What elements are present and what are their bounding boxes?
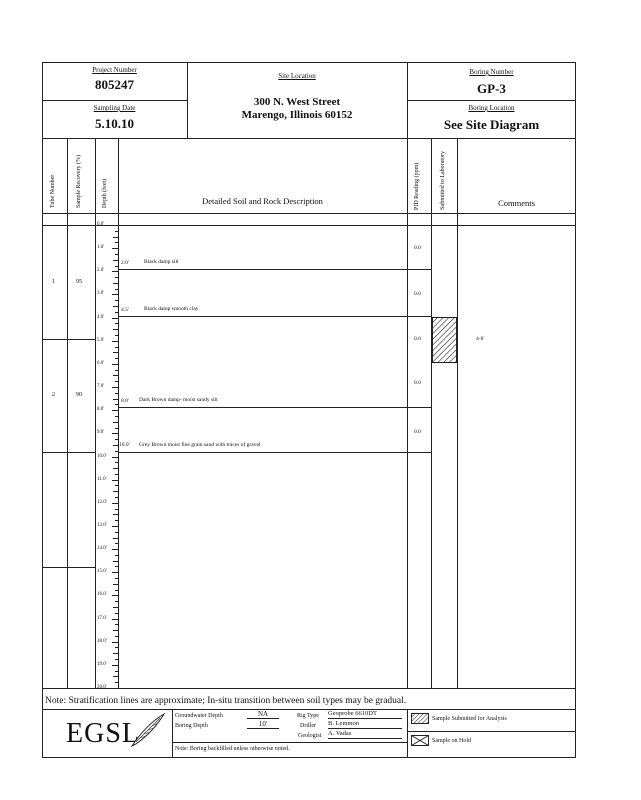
layer-description: Grey Brown moist fine grain sand with traces of gravel — [139, 442, 261, 448]
logo-feather-icon — [128, 710, 168, 750]
depth-label: 10.0' — [97, 453, 107, 459]
driller-value: B. Lemmon — [328, 721, 402, 729]
table-bottom-rule — [42, 688, 576, 689]
legend-hold-swatch — [411, 735, 429, 746]
depth-minor-tick — [115, 289, 118, 290]
depth-minor-tick — [115, 671, 118, 672]
site-address-line1: 300 N. West Street — [253, 96, 341, 108]
depth-label: 19.0' — [97, 661, 107, 667]
boring-log-frame — [42, 62, 576, 758]
depth-header: Depth (feet) — [102, 178, 108, 208]
depth-label: 13.0' — [97, 522, 107, 528]
depth-label: 4.0' — [97, 314, 105, 320]
depth-minor-tick — [115, 370, 118, 371]
layer-boundary — [118, 269, 431, 270]
layer-boundary — [118, 452, 431, 453]
depth-tick — [112, 225, 118, 226]
tube-number: 1 — [52, 279, 55, 285]
depth-minor-tick — [115, 312, 118, 313]
depth-tick — [112, 503, 118, 504]
depth-tick — [112, 387, 118, 388]
layer-boundary — [118, 316, 431, 317]
depth-minor-tick — [115, 300, 118, 301]
stratification-note: Note: Stratification lines are approximate; In-situ transition between soil types may be gradual. — [45, 696, 407, 706]
depth-minor-tick — [113, 399, 118, 400]
depth-minor-tick — [113, 538, 118, 539]
depth-minor-tick — [113, 514, 118, 515]
depth-label: 17.0' — [97, 615, 107, 621]
sample-recovery-header: Sample Recovery (%) — [76, 155, 82, 208]
geologist-value: A. Vadas — [328, 731, 402, 739]
description-header: Detailed Soil and Rock Description — [202, 196, 323, 206]
tube-number-header: Tube Number — [50, 174, 56, 208]
depth-minor-tick — [115, 347, 118, 348]
depth-minor-tick — [115, 613, 118, 614]
layer-depth: 8.0' — [121, 398, 129, 404]
depth-minor-tick — [115, 242, 118, 243]
depth-tick — [112, 665, 118, 666]
layer-boundary — [118, 407, 431, 408]
footer-note-rule — [172, 742, 407, 743]
depth-tick — [112, 572, 118, 573]
depth-minor-tick — [113, 237, 118, 238]
footer-divider-logo — [172, 709, 173, 758]
depth-tick — [112, 619, 118, 620]
depth-label: 20.0' — [97, 685, 107, 690]
depth-tick — [112, 595, 118, 596]
depth-minor-tick — [115, 254, 118, 255]
layer-depth: 4.5' — [121, 307, 129, 313]
tube-divider — [42, 339, 95, 340]
groundwater-value: NA — [247, 711, 279, 719]
depth-label: 5.0' — [97, 337, 105, 343]
depth-minor-tick — [113, 260, 118, 261]
pid-header: PID Reading (ppm) — [414, 162, 420, 210]
depth-minor-tick — [115, 601, 118, 602]
depth-tick — [112, 294, 118, 295]
comments-header: Comments — [498, 198, 535, 208]
depth-minor-tick — [115, 266, 118, 267]
egsl-logo: EGSL — [66, 718, 140, 749]
depth-minor-tick — [113, 283, 118, 284]
layer-description: Black damp smooth clay — [144, 306, 199, 312]
pid-reading: 0.0 — [414, 429, 421, 435]
depth-minor-tick — [115, 335, 118, 336]
depth-label: 14.0' — [97, 546, 107, 552]
depth-minor-tick — [115, 393, 118, 394]
depth-minor-tick — [115, 509, 118, 510]
tube-number: 2 — [52, 392, 55, 398]
depth-minor-tick — [115, 358, 118, 359]
site-address-line2: Marengo, Illinois 60152 — [241, 109, 353, 121]
depth-minor-tick — [113, 491, 118, 492]
depth-minor-tick — [113, 306, 118, 307]
footer-legend-rule — [407, 731, 576, 732]
depth-minor-tick — [113, 607, 118, 608]
sample-submitted-hatch — [432, 317, 457, 363]
sampling-date-label: Sampling Date — [93, 104, 136, 112]
depth-minor-tick — [115, 682, 118, 683]
boring-number-label: Boring Number — [469, 68, 514, 76]
depth-tick — [112, 433, 118, 434]
pid-reading: 0.0 — [414, 380, 421, 386]
depth-label: 12.0' — [97, 499, 107, 505]
depth-minor-tick — [113, 561, 118, 562]
depth-tick — [112, 526, 118, 527]
project-number: 805247 — [95, 77, 134, 92]
legend-analysis-swatch — [411, 713, 429, 724]
tube-recovery: 90 — [76, 392, 82, 398]
depth-minor-tick — [113, 375, 118, 376]
boring-number: GP-3 — [477, 81, 506, 96]
depth-label: 16.0' — [97, 592, 107, 598]
depth-minor-tick — [113, 630, 118, 631]
depth-minor-tick — [115, 474, 118, 475]
col-line-tube — [67, 138, 68, 688]
boring-location: See Site Diagram — [443, 117, 540, 132]
depth-tick — [112, 364, 118, 365]
rig-type-value: Geoprobe 6610DT — [328, 711, 402, 719]
depth-minor-tick — [113, 445, 118, 446]
depth-minor-tick — [115, 578, 118, 579]
col-line-description — [407, 138, 408, 688]
depth-label: 9.0' — [97, 430, 105, 436]
depth-label: 8.0' — [97, 407, 105, 413]
depth-tick — [112, 410, 118, 411]
depth-tick — [112, 248, 118, 249]
submitted-header: Submitted to Laboratory — [440, 151, 446, 210]
depth-minor-tick — [115, 323, 118, 324]
tube-divider — [42, 567, 95, 568]
backfill-note: Note: Boring backfilled unless otherwise noted. — [175, 746, 290, 752]
layer-description: Black damp silt — [144, 259, 179, 265]
site-location-label: Site Location — [278, 72, 316, 80]
depth-minor-tick — [113, 584, 118, 585]
depth-minor-tick — [115, 636, 118, 637]
depth-tick — [112, 318, 118, 319]
note-bottom-rule — [42, 709, 576, 710]
depth-minor-tick — [115, 520, 118, 521]
depth-minor-tick — [115, 566, 118, 567]
depth-minor-tick — [113, 676, 118, 677]
depth-tick — [112, 480, 118, 481]
layer-depth: 2.0' — [121, 260, 129, 266]
pid-reading: 0.0 — [414, 291, 421, 297]
tube-recovery: 95 — [76, 279, 82, 285]
depth-minor-tick — [113, 352, 118, 353]
layer-description: Dark Brown damp- moist sandy silt — [139, 397, 218, 403]
depth-label: 7.0' — [97, 384, 105, 390]
depth-label: 3.0' — [97, 291, 105, 297]
legend-hold-text: Sample on Hold — [432, 738, 471, 744]
depth-minor-tick — [115, 555, 118, 556]
boring-location-label: Boring Location — [468, 104, 515, 112]
depth-minor-tick — [115, 543, 118, 544]
depth-scale — [95, 0, 118, 800]
depth-minor-tick — [115, 277, 118, 278]
depth-minor-tick — [115, 532, 118, 533]
depth-tick — [112, 271, 118, 272]
legend-analysis-text: Sample Submitted for Analysis — [432, 716, 507, 722]
sampling-date: 5.10.10 — [95, 116, 134, 131]
boring-depth-value: 10' — [247, 721, 279, 729]
project-number-label: Project Number — [92, 66, 137, 74]
depth-minor-tick — [115, 485, 118, 486]
depth-minor-tick — [113, 422, 118, 423]
table-top-rule — [42, 225, 576, 226]
depth-minor-tick — [115, 462, 118, 463]
depth-label: 15.0' — [97, 569, 107, 575]
boring-depth-label: Boring Depth — [175, 723, 208, 729]
depth-tick — [112, 457, 118, 458]
depth-minor-tick — [113, 329, 118, 330]
comment-text: 4-6' — [476, 336, 485, 342]
depth-minor-tick — [115, 497, 118, 498]
depth-tick — [112, 341, 118, 342]
depth-minor-tick — [115, 231, 118, 232]
depth-label: 18.0' — [97, 638, 107, 644]
depth-minor-tick — [115, 647, 118, 648]
pid-reading: 0.0 — [414, 245, 421, 251]
col-line-pid — [431, 138, 432, 688]
rig-type-label: Rig Type — [297, 713, 319, 719]
depth-tick — [112, 549, 118, 550]
header-mid-rule-right — [407, 100, 576, 101]
depth-minor-tick — [115, 404, 118, 405]
col-line-depth — [118, 138, 119, 688]
col-line-submitted — [457, 138, 458, 688]
depth-minor-tick — [115, 590, 118, 591]
layer-depth: 10.0' — [119, 442, 130, 448]
tube-divider — [42, 452, 95, 453]
groundwater-label: Groundwater Depth — [175, 713, 223, 719]
depth-tick — [112, 642, 118, 643]
footer-divider-legend — [407, 709, 408, 758]
depth-label: 11.0' — [97, 476, 107, 482]
column-header-rule — [42, 213, 576, 214]
depth-label: 2.0' — [97, 268, 105, 274]
depth-minor-tick — [115, 624, 118, 625]
pid-reading: 0.0 — [414, 336, 421, 342]
depth-minor-tick — [115, 659, 118, 660]
header-bottom-rule — [42, 138, 576, 139]
depth-minor-tick — [115, 416, 118, 417]
depth-label: 0.0' — [97, 222, 105, 227]
driller-label: Driller — [300, 723, 316, 729]
depth-minor-tick — [113, 653, 118, 654]
depth-minor-tick — [115, 381, 118, 382]
depth-minor-tick — [115, 439, 118, 440]
depth-minor-tick — [115, 428, 118, 429]
depth-minor-tick — [113, 468, 118, 469]
depth-label: 1.0' — [97, 245, 105, 251]
geologist-label: Geologist — [298, 733, 322, 739]
depth-label: 6.0' — [97, 360, 105, 366]
